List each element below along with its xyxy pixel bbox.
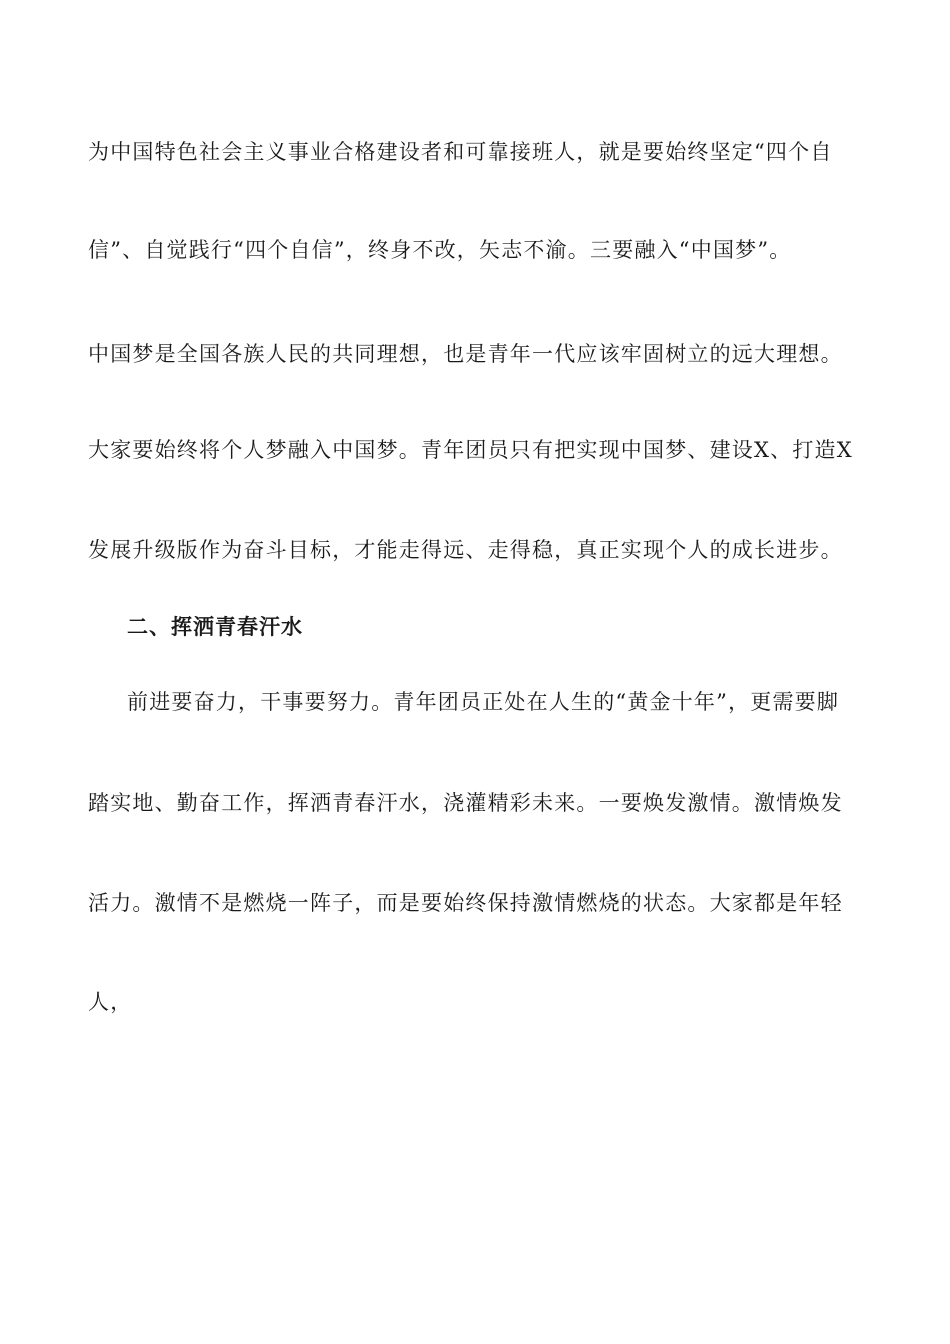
section-paragraph-line-1: 前进要奋力，干事要努力。青年团员正处在人生的“黄金十年”，更需要脚 <box>127 690 840 714</box>
section-paragraph-line-2: 踏实地、勤奋工作，挥洒青春汗水，浇灌精彩未来。一要焕发激情。激情焕发 <box>88 791 843 815</box>
paragraph-line-2: 信”、自觉践行“四个自信”，终身不改，矢志不渝。三要融入“中国梦”。 <box>88 238 792 262</box>
section-heading: 二、挥洒青春汗水 <box>127 615 303 639</box>
section-paragraph-line-4: 人， <box>88 990 133 1014</box>
paragraph-line-1: 为中国特色社会主义事业合格建设者和可靠接班人，就是要始终坚定“四个自 <box>88 140 833 164</box>
paragraph-line-4: 大家要始终将个人梦融入中国梦。青年团员只有把实现中国梦、建设X、打造X <box>88 438 853 462</box>
paragraph-line-5: 发展升级版作为奋斗目标，才能走得远、走得稳，真正实现个人的成长进步。 <box>88 538 843 562</box>
paragraph-line-3: 中国梦是全国各族人民的共同理想，也是青年一代应该牢固树立的远大理想。 <box>88 342 843 366</box>
section-paragraph-line-3: 活力。激情不是燃烧一阵子，而是要始终保持激情燃烧的状态。大家都是年轻 <box>88 891 843 915</box>
